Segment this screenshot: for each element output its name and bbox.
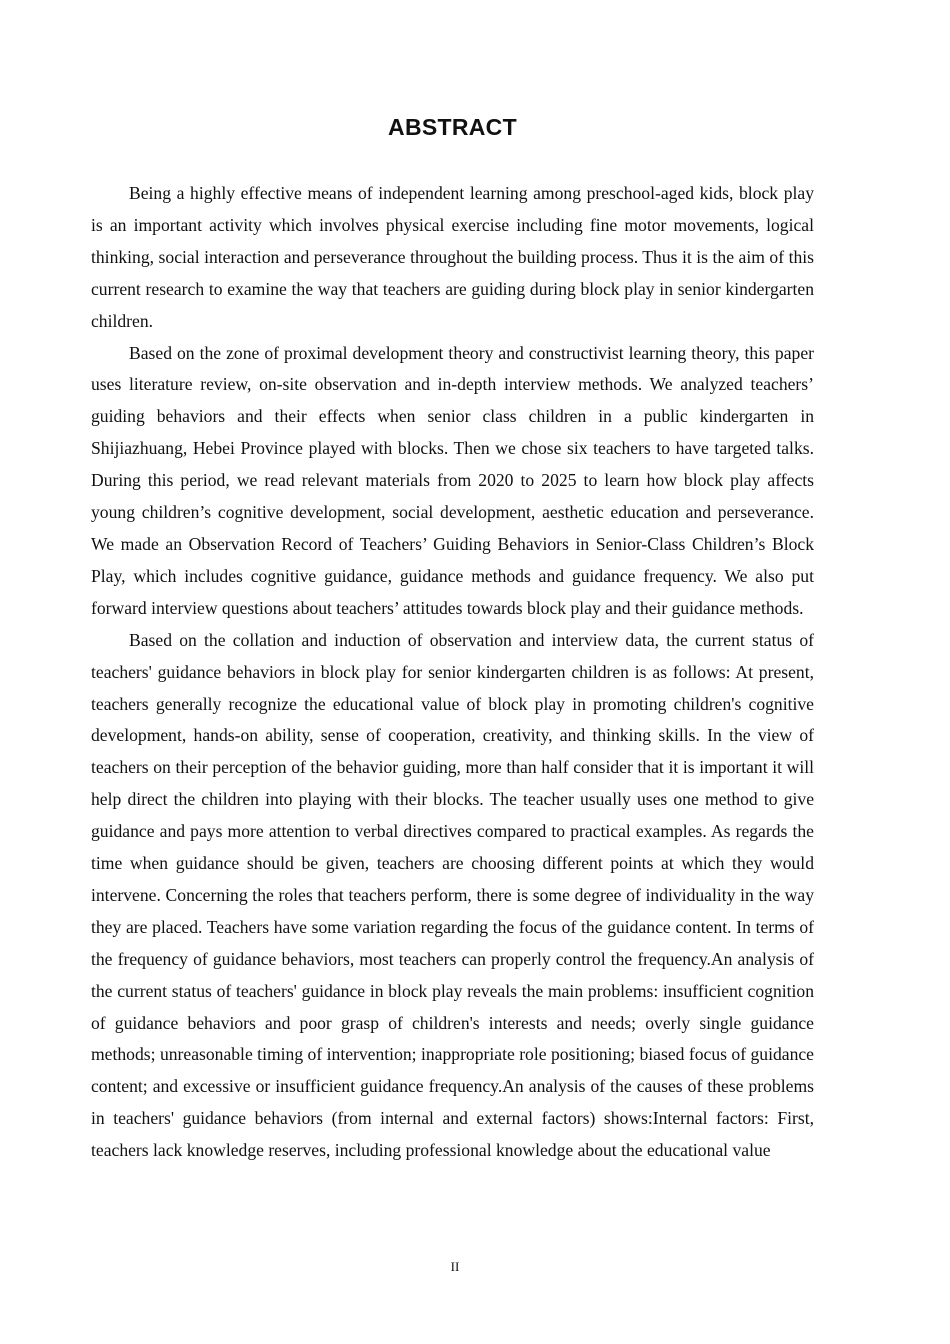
paragraph-3: Based on the collation and induction of observation and interview data, the current status of teachers' guidance behaviors in block play for senior kindergarten children is as follows: At present, teachers generally recognize the educational value of block play in promoting children's cognitive development, hands-on ability, sense of cooperation, creativity, and thinking skills. In the view of teachers on their perception of the behavior guiding, more than half consider that it is important it will help direct the children into playing with their blocks. The teacher usually uses one method to give guidance and pays more attention to verbal directives compared to practical examples. As regards the time when guidance should be given, teachers are choosing different points at which they would intervene. Concerning the roles that teachers perform, there is some degree of individuality in the way they are placed. Teachers have some variation regarding the focus of the guidance content. In terms of the frequency of guidance behaviors, most teachers can properly control the frequency.An analysis of the current status of teachers' guidance in block play reveals the main problems: insufficient cognition of guidance behaviors and poor grasp of children's interests and needs; overly single guidance methods; unreasonable timing of intervention; inappropriate role positioning; biased focus of guidance content; and excessive or insufficient guidance frequency.An analysis of the causes of these problems in teachers' guidance behaviors (from internal and external factors) shows:Internal factors: First, teachers lack knowledge reserves, including professional knowledge about the educational value <box>91 629 814 1161</box>
abstract-title: ABSTRACT <box>388 114 517 140</box>
abstract-body <box>91 178 814 1167</box>
page-number: II <box>450 1259 460 1274</box>
paragraph-1: Being a highly effective means of independent learning among preschool-aged kids, block play is an important activity which involves physical exercise including fine motor movements, logical thinking, social interaction and perseverance throughout the building process. Thus it is the aim of this current research to examine the way that teachers are guiding during block play in senior kindergarten children. <box>91 183 814 331</box>
paragraph-2: Based on the zone of proximal development theory and constructivist learning theory, this paper uses literature review, on-site observation and in-depth interview methods. We analyzed teachers’ guiding behaviors and their effects when senior class children in a public kindergarten in Shijiazhuang, Hebei Province played with blocks. Then we chose six teachers to have targeted talks. During this period, we read relevant materials from 2020 to 2025 to learn how block play affects young children’s cognitive development, social development, aesthetic education and perseverance. We made an Observation Record of Teachers’ Guiding Behaviors in Senior-Class Children’s Block Play, which includes cognitive guidance, guidance methods and guidance frequency. We also put forward interview questions about teachers’ attitudes towards block play and their guidance methods. <box>91 342 814 618</box>
